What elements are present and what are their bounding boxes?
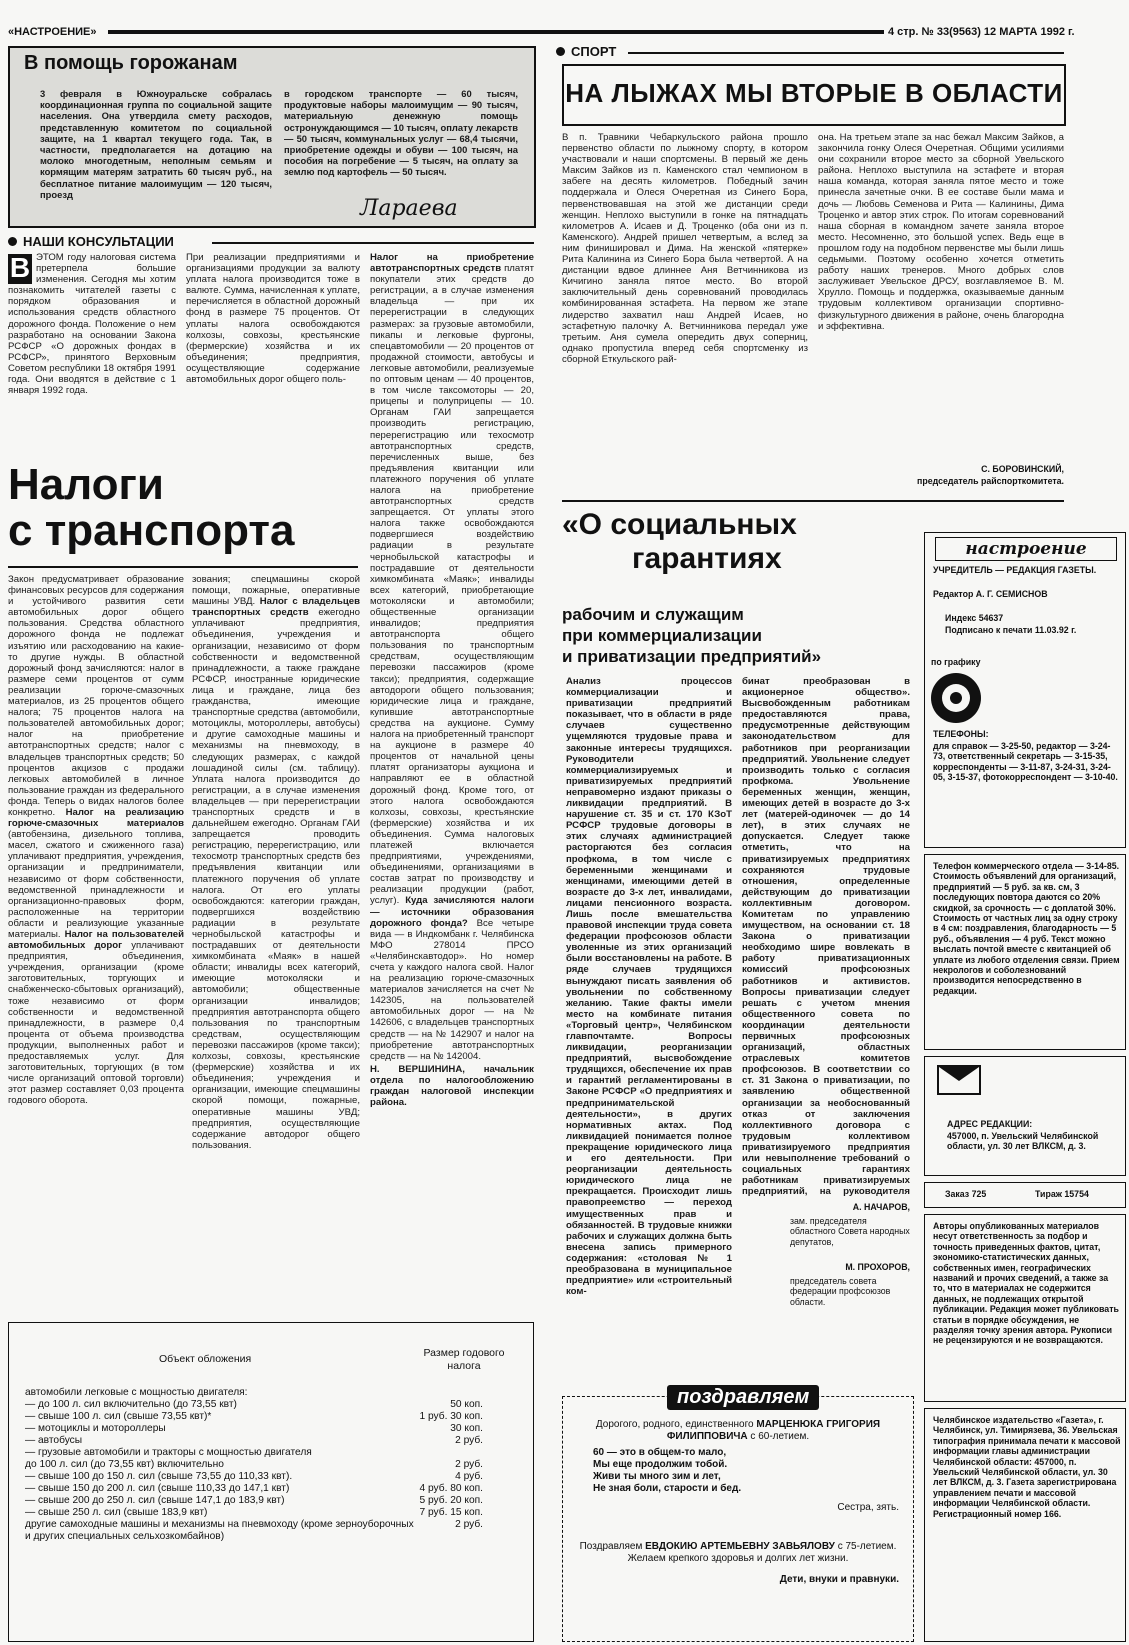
masthead-signed: Подписано к печати 11.03.92 г. bbox=[945, 625, 1077, 635]
taxes-title-line-2: с транспорта bbox=[8, 506, 295, 555]
table-cell-object: до 100 л. сил (до 73,55 квт) включительно bbox=[25, 1459, 224, 1470]
tax-table-box bbox=[8, 1322, 534, 1642]
congrats-name-1: МАРЦЕНЮКА ГРИГОРИЯ ФИЛИППОВИЧА bbox=[666, 1419, 881, 1442]
table-cell-object: — свыше 250 л. сил (свыше 183,9 квт) bbox=[25, 1507, 208, 1518]
table-row bbox=[23, 1447, 523, 1459]
congrats-name-2: ЕВДОКИЮ АРТЕМЬЕВНУ ЗАВЬЯЛОВУ bbox=[645, 1541, 835, 1552]
table-row bbox=[23, 1387, 523, 1399]
consult-col-3-tail: Все четыре вида — в Индкомбанк г. Челябинска МФО 278014 ПРСО «Челябинскавтодор». Но номер счета у каждого налога свой. Налог на реализацию горюче-смазочных материалов зачисляется на счет № 142305, на пользователей автомобильных дорог — на № 142606, с владельцев транспортных средств — на № 142907 и налог на приобретение автотранспортных средств — на № 142004. bbox=[370, 917, 534, 1062]
sport-sign-role: председатель райспорткомитета. bbox=[917, 476, 1064, 486]
order-box bbox=[924, 1182, 1126, 1208]
social-sign-1 bbox=[742, 1202, 910, 1212]
social-subtitle bbox=[562, 604, 821, 667]
ads-box bbox=[924, 854, 1126, 1050]
table-cell-object: другие самоходные машины и механизмы на пневмоходу (кроме зерноуборочных и других специальных сельхозкомбайнов) bbox=[25, 1519, 414, 1542]
table-row bbox=[23, 1423, 523, 1435]
table-row bbox=[23, 1471, 523, 1483]
taxes-col-1-bold-2: Налог на пользователей автомобильных дорог bbox=[8, 929, 184, 952]
taxes-col-1-c: уплачивают предприятия, объединения, учреждения, организации (кроме заготовительных, торгующих и снабженческо-сбытовых организаций), тоже независимо от форм собственности и ведомственной принадлежности, в размере 0,4 процента от объема производства продукции, выполненных работ и предоставляемых услуг. Для заготовительных, торгующих (в том числе организаций оптовой торговли) этот размер составляет 0,03 процента годового оборота. bbox=[8, 940, 184, 1107]
masthead-phones-title: ТЕЛЕФОНЫ: bbox=[933, 729, 989, 739]
taxes-col-2 bbox=[192, 574, 360, 1314]
congrats-intro: Дорогого, родного, единственного bbox=[595, 1419, 754, 1430]
publisher-box bbox=[924, 1408, 1126, 1642]
table-cell-value: 1 руб. 30 коп. bbox=[419, 1411, 483, 1422]
masthead-logo: настроение bbox=[935, 537, 1117, 561]
disclaimer-box bbox=[924, 1214, 1126, 1402]
taxes-col-1-bold-1: Налог на реализацию горюче-смазочных материалов bbox=[8, 806, 184, 830]
table-cell-value: 4 руб. 80 коп. bbox=[419, 1483, 483, 1494]
header-rule bbox=[108, 30, 884, 34]
sport-bottom-rule bbox=[562, 500, 1064, 502]
table-cell-value: 30 коп. bbox=[450, 1423, 483, 1434]
masthead-index: Индекс 54637 bbox=[945, 613, 1004, 623]
address-box bbox=[924, 1056, 1126, 1176]
social-subtitle-line-1: рабочим и служащим bbox=[562, 605, 744, 624]
masthead-disclaimer: Авторы опубликованных материалов несут ответственность за подбор и точность приведенных фактов, цитат, экономико-статистических данных, собственных имен, географических названий и прочих сведений, а также за то, что в материалах не содержится данных, не подлежащих открытой публикации. Редакция может публиковать статьи в порядке обсуждения, не разделяя точку зрения автора. Рукописи не рецензируются и не возвращаются. bbox=[933, 1221, 1119, 1346]
taxes-col-1-a: Закон предусматривает образование финансовых ресурсов для содержания и устойчивого развития сети автомобильных дорог общего пользования. Средства областного дорожного фонда не подлежат изъятию или расходованию на какие-то другие нужды. В областной дорожный фонд зачисляются: налог в размере семи процентов от сумм реализации горюче-смазочных материалов, из 25 процентов общего налога; 75 процентов налога на пользователей автомобильных дорог; налог на приобретение автотранспортных средств; налог с владельцев транспортных средств; 50 процентов акцизов с продажи легковых автомобилей в личное пользование граждан из федерального фонда. Теперь о видах налогов более конкретно. bbox=[8, 574, 184, 818]
table-cell-object: — свыше 150 до 200 л. сил (свыше 110,33 до 147,1 квт) bbox=[25, 1483, 290, 1494]
congrats-box bbox=[562, 1386, 914, 1642]
table-cell-object: — грузовые автомобили и тракторы с мощностью двигателя bbox=[25, 1447, 312, 1458]
table-row bbox=[23, 1519, 523, 1543]
masthead-schedule: по графику bbox=[931, 657, 981, 667]
masthead-box bbox=[924, 532, 1126, 848]
consult-col-3-text: платят покупатели этих средств до регистрации, а в случае изменения владельца — при их перерегистрации в следующих размерах: за грузовые автомобили, пикапы и легковые фургоны, спецавтомобили — 20 процентов от продажной стоимости, автобусы и легковые автомобили, реализуемые по оптовым ценам — 40 процентов, в том числе таксомоторы — 20, прицепы и полуприцепы — 10. Органам ГАИ запрещается производить регистрацию, перерегистрацию или техосмотр автотранспортных средств, перечисленных выше, без предъявления квитанции или платежного поручения об уплате налога на приобретение автотранспортных средств запрещается. От уплаты этого налога также освобождаются подвергшиеся воздействию радиации в результате чернобыльской катастрофы и пострадавшие от деятельности химкомбината «Маяк»; инвалиды всех категорий, приобретающие мотоколяски и автомобили; общественные организации инвалидов; предприятия автотранспорта общего пользования по транспортным средствам, осуществляющим перевозки пассажиров (кроме такси); предприятия, содержащие автодороги общего пользования; юридические лица и граждане, купившие автотранспортные средства на аукционе. Сумму налога на приобретенный транспорт на аукционе в размере 40 процентов от начальной цены платят организаторы аукциона и направляют ее в областной дорожный фонд. Кроме того, от этого налога освобождаются колхозы, совхозы, крестьянские (фермерские) хозяйства и их объединения. Сумма налоговых платежей включается предприятиями, учреждениями, объединениями, организациями в состав затрат по производству и реализации продукции (работ, услуг). bbox=[370, 263, 534, 907]
social-title bbox=[562, 508, 797, 576]
table-row bbox=[23, 1411, 523, 1423]
consult-rubric-label: НАШИ КОНСУЛЬТАЦИИ bbox=[23, 234, 174, 249]
table-cell-object: — автобусы bbox=[25, 1435, 83, 1446]
congrats-poem bbox=[593, 1447, 843, 1495]
rubric-bullet-icon bbox=[556, 47, 565, 56]
taxes-title-line-1: Налоги bbox=[8, 460, 164, 509]
taxes-col-2-b: ежегодно уплачивают предприятия, объединения, учреждения и организации, независимо от форм собственности и ведомственной принадлежности, а также граждане РСФСР, иностранные юридические лица и граждане, лица без гражданства, имеющие транспортные средства (автомобили, мотоциклы, мотороллеры, автобусы) и другие самоходные машины и механизмы на пневмоходу, в следующих размерах, с каждой лошадиной силы (см. таблицу). Уплата налога производится до регистрации, а в случае изменения владельцев — при перерегистрации транспортных средств и в дальнейшем ежегодно. Органам ГАИ запрещается проводить регистрацию, перерегистрацию, или техосмотр транспортных средств без предъявления квитанции или платежного поручения об уплате налога. От его уплаты освобождаются: категории граждан, подвергшихся воздействию радиации в результате чернобыльской катастрофы и пострадавших от деятельности химкомбината «Маяк» в нашей области; инвалиды всех категорий, имеющие мотоколяски и автомобили; общественные организации инвалидов; предприятия автотранспорта общего пользования по транспортным средствам, осуществляющим перевозки пассажиров (кроме такси); колхозы, совхозы, крестьянские (фермерские) хозяйства и их объединения; учреждения и организации, имеющие спецмашины скорой помощи, пожарные, оперативные машины УВД; предприятия, осуществляющие содержание автодорог общего пользования. bbox=[192, 607, 360, 1151]
envelope-icon bbox=[937, 1065, 981, 1095]
sport-sign-name: С. БОРОВИНСКИЙ, bbox=[981, 464, 1064, 474]
taxes-col-2-a: зования; спецмашины скорой помощи, пожарные, оперативные машины УВД. bbox=[192, 574, 360, 608]
masthead-address-title: АДРЕС РЕДАКЦИИ: bbox=[947, 1119, 1033, 1129]
consult-rubric bbox=[8, 234, 174, 249]
consult-rule bbox=[212, 242, 534, 244]
social-col-1: Анализ процессов коммерциализации и приватизации предприятий показывает, что в области в ряде случаев существенно ущемляются трудовые права и законные интересы трудящихся. Руководители коммерциализируемых и приватизируемых предприятий неправомерно издают приказы о ликвидации предприятий. В нарушение ст. 35 и ст. 170 КЗоТ РСФСР трудовые договоры в этих случаях администрацией расторгаются без согласия профкома, в том числе с беременными женщинами и женщинами, имеющими детей в возрасте до 3-х лет, инвалидами, лицами пенсионного возраста. Лишь после вмешательства правовой инспекции труда совета федерации профсоюзов области уволенные из этих организаций были восстановлены на работе. В ряде случаев трудящихся вынуждают писать заявления об увольнении по собственному желанию. Такие факты имели место на комбинате питания «Торговый центр», Челябинском главпочтамте. Вопросы ликвидации, реорганизации предприятий, высвобождение трудящихся, обеспечение их прав и гарантий регламентированы в Законе РСФСР «О предприятиях и предпринимательской деятельности», в других нормативных актах. Под ликвидацией понимается полное прекращение юридического лица и его деятельности. При реорганизации деятельность юридического лица не прекращается. Происходит лишь правопреемство — переход имущественных прав и обязанностей. В трудовые книжки рабочих и служащих должна быть внесена запись примерного содержания: «столовая № 1 преобразована в муниципальное предприятие» или «строительный ком- bbox=[566, 676, 732, 1298]
table-row bbox=[23, 1507, 523, 1519]
poem-line: Живи ты много зим и лет, bbox=[593, 1471, 721, 1482]
social-title-line-2: гарантиях bbox=[632, 542, 782, 575]
table-head-size: Размер годового налога bbox=[423, 1347, 505, 1372]
paper-name: «НАСТРОЕНИЕ» bbox=[8, 26, 97, 38]
table-cell-object: автомобили легковые с мощностью двигателя: bbox=[25, 1387, 248, 1398]
taxes-col-1 bbox=[8, 574, 184, 1314]
congrats-from-1: Сестра, зять. bbox=[837, 1502, 899, 1513]
tax-table bbox=[23, 1387, 523, 1543]
table-cell-object: — свыше 100 до 150 л. сил (свыше 73,55 до 110,33 квт). bbox=[25, 1471, 293, 1482]
masthead-founder: УЧРЕДИТЕЛЬ — РЕДАКЦИЯ ГАЗЕТЫ. bbox=[933, 565, 1097, 575]
sport-col-2: она. На третьем этапе за нас бежал Максим Зайков, а закончила гонку Олеся Очеретная. Общими усилиями они сохранили второе место за сборной Увельского района. Неплохо выступила на эстафете и вторая наша команда, которая заняла пятое место и тоже принесла зачетные очки. В ее составе были мама и дочь — Любовь Семенова и Рита — Калинины, Дима Троценко и автор этих строк. По итогам соревнований наша сборная в командном зачете заняла второе место. Несомненно, это большой успех. Ведь еще в прошлом году на подобном первенстве мы были лишь седьмыми. Поэтому особенно хочется отметить работу наших тренеров. Много добрых слов заслуживает Увельское ДРСУ, возглавляемое В. М. Хрулло. Помощь и поддержка, оказываемые данным трудовым коллективом организации спортивно-физкультурного движения в районе, очень благородна и эффективна. bbox=[818, 132, 1064, 332]
masthead-order: Заказ 725 bbox=[945, 1189, 987, 1199]
telephone-icon bbox=[931, 673, 981, 723]
sport-rule bbox=[628, 52, 1064, 54]
poem-line: Мы еще продолжим тобой. bbox=[593, 1459, 728, 1470]
masthead-ads: Телефон коммерческого отдела — 3-14-85. Стоимость объявлений для организаций, предприятий — 5 руб. за кв. см, 3 последующих повтора даются со 20% скидкой, за срочность — с доплатой 30%. Стоимость от частных лиц за одну строку в 4 см: поздравления, благодарность — 5 руб., объявления — 4 руб. Текст можно выслать почтой вместе с квитанцией об уплате из любого отделения связи. Прием некрологов и соболезнований производится непосредственно в редакции. bbox=[933, 861, 1120, 996]
sport-rubric bbox=[556, 44, 616, 59]
table-head-object: Объект обложения bbox=[159, 1353, 252, 1365]
social-sign-1-name: А. НАЧАРОВ, bbox=[852, 1202, 910, 1212]
rubric-bullet-icon bbox=[8, 237, 17, 246]
table-cell-value: 2 руб. bbox=[455, 1435, 483, 1446]
social-sign-1-role: зам. председателя областного Совета народных депутатов, bbox=[790, 1216, 910, 1247]
congrats-block-1 bbox=[575, 1419, 901, 1443]
help-text-left: 3 февраля в Южноуральске собралась координационная группа по социальной защите населения. Она утвердила смету расходов, представленную комитетом по социальной защите, на 1 квартал текущего года. Так, в частности, предполагается на дотацию на молоко многодетным, неполным семьям и кормящим матерям затратить 60 тысяч руб., на бесплатное питание малоимущим — 120 тысяч, проезд bbox=[40, 88, 272, 200]
congrats-block-2 bbox=[575, 1541, 901, 1565]
table-cell-object: — до 100 л. сил включительно (до 73,55 квт) bbox=[25, 1399, 237, 1410]
sport-title-box bbox=[562, 64, 1066, 126]
help-text-right: в городском транспорте — 60 тысяч, продуктовые наборы малоимущим — 90 тысяч, материальную денежную помощь остронуждающимся — 10 тысяч, оплату лекарств — 50 тысяч, коммунальных услуг — 68,4 тысячи, приобретение одежды и обуви — 100 тысяч, на пособия на погребение — 5 тысяч, на оплату за землю под картофель — 50 тысяч. bbox=[284, 88, 518, 178]
consult-col-1 bbox=[8, 252, 176, 452]
help-box bbox=[8, 46, 536, 228]
consult-col-3-bold: Куда зачисляются налоги — источники образования дорожного фонда? bbox=[370, 895, 534, 929]
table-cell-value: 7 руб. 15 коп. bbox=[419, 1507, 483, 1518]
social-sign-2-role: председатель совета федерации профсоюзов области. bbox=[790, 1276, 891, 1307]
table-row bbox=[23, 1459, 523, 1471]
sport-col-1: В п. Травники Чебаркульского района прошло первенство области по лыжному спорту, в котором участвовали и наши спортсмены. В первый же день Максим Зайков из п. Каменского стал чемпионом в забеге на десять километров. Победный зачин поддержала и Олеся Очеретная из Синего Бора, первенствовавшая на этой же дистанции среди женщин. Неплохо выступили в гонке на пятнадцать километров А. Исаев и Д. Троценко (оба они из п. Каменского). Андрей пришел четвертым, а вслед за ним финишировал и Дима. На женской «пятерке» Рита Калинина из Синего Бора была четвертой. А на дистанции вдвое длиннее Аня Ветчинникова из Кичигино заняла пятое место. Во второй заключительный день соревнований проводилась комбинированная эстафета. На первом же этапе лидерство захватил наш Андрей Исаев, но эстафетную палочку А. Ветчинникова передал уже третьим. Аня сумела опередить двух соперниц, однако пропустила вперед себя спортсменку из сборной Еткульского рай- bbox=[562, 132, 808, 365]
sport-rubric-label: СПОРТ bbox=[571, 44, 617, 59]
table-cell-value: 2 руб. bbox=[455, 1519, 483, 1530]
consult-col-3 bbox=[370, 252, 534, 1352]
table-cell-value: 50 коп. bbox=[450, 1399, 483, 1410]
table-cell-value: 2 руб. bbox=[455, 1459, 483, 1470]
table-cell-value bbox=[418, 1387, 524, 1399]
social-subtitle-line-3: и приватизации предприятий» bbox=[562, 647, 822, 666]
table-row bbox=[23, 1399, 523, 1411]
table-cell-object: — мотоциклы и мотороллеры bbox=[25, 1423, 166, 1434]
table-row bbox=[23, 1483, 523, 1495]
consult-col-2: При реализации предприятиями и организациями продукции за валюту уплата налога производится тоже в валюте. Сумма, начисленная к уплате, перечисляется в областной дорожный фонд в размере 75 процентов. От уплаты налога освобождаются колхозы, совхозы, крестьянские (фермерские) хозяйства и их объединения; предприятия, осуществляющие содержание автомобильных дорог общего поль- bbox=[186, 252, 360, 386]
poem-line: Не зная боли, старости и бед. bbox=[593, 1483, 742, 1494]
congrats-banner: поздравляем bbox=[667, 1385, 819, 1410]
social-sign-2-name: М. ПРОХОРОВ, bbox=[845, 1262, 910, 1272]
table-cell-object: — свыше 200 до 250 л. сил (свыше 147,1 до 183,9 квт) bbox=[25, 1495, 285, 1506]
social-col-2: бинат преобразован в акционерное общество». Высвобожденным работникам предоставляются права, предусмотренные действующим законодательством для работников при реорганизации предприятий. Увольнение следует производить только с согласия профкома. Увольнение беременных женщин, женщин, имеющих детей в возрасте до 3-х лет (матерей-одиночек — до 14 лет), в этих случаях не допускается. Следует также отметить, что на приватизируемых предприятиях сохраняются трудовые отношения, определенные действующим до приватизации коллективным договором. Комитетам по управлению имуществом, на основании ст. 18 Закона о приватизации необходимо шире вовлекать в работу приватизационных комиссий профсоюзных работников и активистов. Вопросы приватизации следует решать с учетом мнения общественного совета по координации деятельности первичных профсоюзных организаций, областных отраслевых комитетов профсоюзов. В соответствии со ст. 31 Закона о приватизации, по заявлению общественной организации за необоснованный отказ от заключения коллективного договора с трудовым коллективом приватизируемого предприятия или невыполнение требований о социальных гарантиях работникам приватизируемых предприятий, на руководителя bbox=[742, 676, 910, 1196]
taxes-col-2-bold: Налог с владельцев транспортных средств bbox=[192, 596, 360, 619]
table-cell-object: — свыше 100 л. сил (свыше 73,55 квт)* bbox=[25, 1411, 212, 1422]
table-row bbox=[23, 1435, 523, 1447]
congrats-age-1: с 60-летием. bbox=[750, 1431, 810, 1442]
social-subtitle-line-2: при коммерциализации bbox=[562, 626, 762, 645]
table-row bbox=[23, 1495, 523, 1507]
sport-title: НА ЛЫЖАХ МЫ ВТОРЫЕ В ОБЛАСТИ bbox=[565, 78, 1063, 108]
taxes-rule bbox=[8, 566, 358, 568]
taxes-title bbox=[8, 462, 294, 554]
congrats-intro-2: Поздравляем bbox=[579, 1541, 643, 1552]
masthead-editor: Редактор А. Г. СЕМИСНОВ bbox=[933, 589, 1048, 599]
taxes-col-1-b: (автобензина, дизельного топлива, масел, сжатого и сжиженного газа) уплачивают предприятия, учреждения, организации и предприниматели, независимо от форм собственности, ведомственной принадлежности и организационно-правовых форм, расположенные на территории области и реализующие указанные материалы. bbox=[8, 829, 184, 940]
masthead-address: 457000, п. Увельский Челябинской области, ул. 30 лет ВЛКСМ, д. 3. bbox=[947, 1131, 1099, 1152]
social-title-line-1: «О социальных bbox=[562, 508, 797, 541]
help-title: В помощь горожанам bbox=[24, 52, 238, 74]
masthead-print-run: Тираж 15754 bbox=[1035, 1189, 1089, 1199]
table-cell-value: 5 руб. 20 коп. bbox=[419, 1495, 483, 1506]
tax-table-wrap bbox=[23, 1387, 523, 1543]
consult-col-3-head: Налог на приобретение автотранспортных средств bbox=[370, 252, 534, 275]
congrats-text-2: с 75-летием. Желаем крепкого здоровья и долгих лет жизни. bbox=[627, 1541, 897, 1564]
help-signature: Лараева bbox=[360, 196, 458, 221]
table-cell-value bbox=[418, 1447, 524, 1459]
poem-line: 60 — это в общем-то мало, bbox=[593, 1447, 727, 1458]
congrats-from-2: Дети, внуки и правнуки. bbox=[779, 1574, 899, 1585]
consult-col-1-text: ЭТОМ году налоговая система претерпела большие изменения. Сегодня мы хотим познакомить читателей газеты с порядком образования и использования средств областного дорожного фонда. Положение о нем разработано на основании Закона РСФСР «О дорожных фондах в РСФСР», принятого Верховным Советом республики 18 октября 1991 года. Они вводятся в действие с 1 января 1992 года. bbox=[8, 252, 176, 397]
masthead-publisher: Челябинское издательство «Газета», г. Челябинск, ул. Тимирязева, 36. Увельская типография принимала печати к массовой информации главы администрации Челябинской области: 457000, п. Увельский Челябинской области, ул. 30 лет ВЛКСМ, д. 3. Газета зарегистрирована управлением печати и массовой информации Челябинской области. Регистрационный номер 166. bbox=[933, 1415, 1121, 1519]
table-cell-value: 4 руб. bbox=[455, 1471, 483, 1482]
issue-line: 4 стр. № 33(9563) 12 МАРТА 1992 г. bbox=[888, 26, 1075, 38]
consult-signature: Н. ВЕРШИНИНА, начальник отдела по налогообложению граждан налоговой инспекции района. bbox=[370, 1063, 534, 1109]
dropcap: В bbox=[9, 252, 31, 283]
masthead-phones: для справок — 3-25-50, редактор — 3-24-73, ответственный секретарь — 3-15-35, корреспонденты — 3-11-87, 3-24-31, 3-24-05, 3-15-37, фотокорреспондент — 3-10-40. bbox=[933, 741, 1118, 783]
